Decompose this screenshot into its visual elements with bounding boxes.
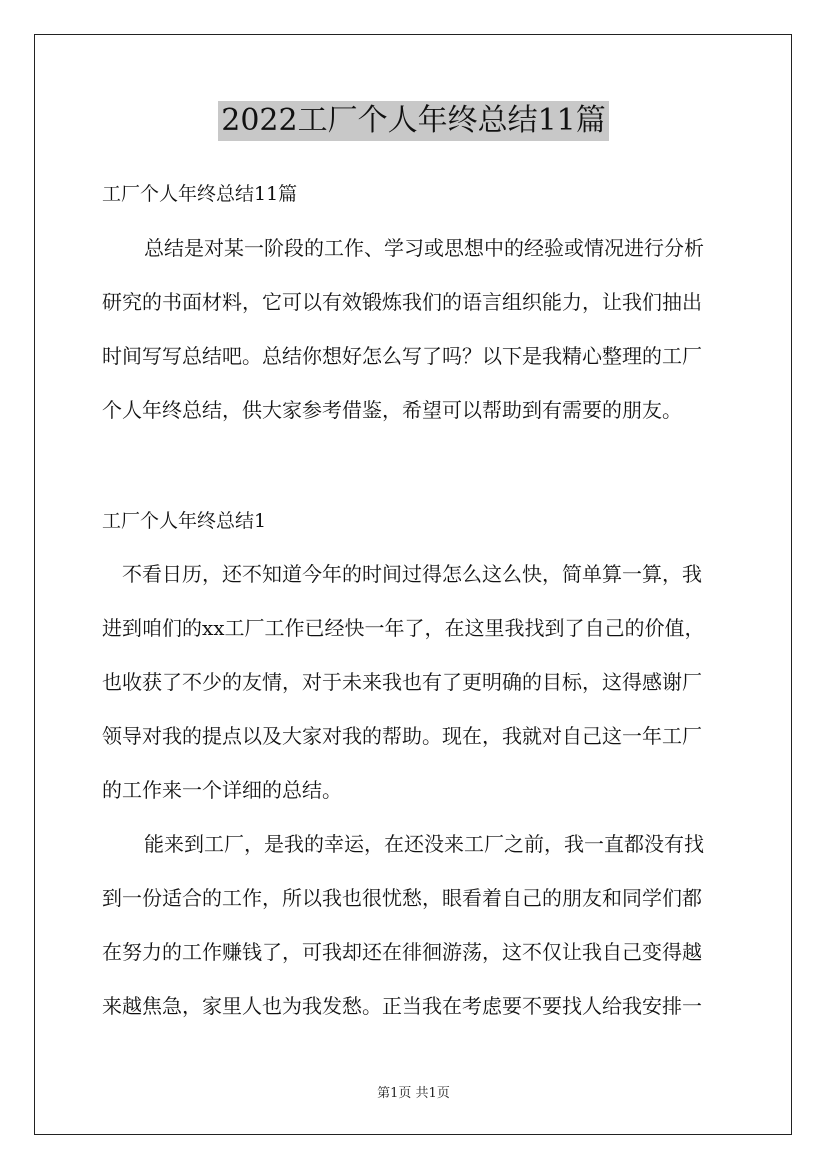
- paragraph-line: 也收获了不少的友情，对于未来我也有了更明确的目标，这得感谢厂: [102, 670, 702, 694]
- title-container: [0, 101, 827, 141]
- section-heading: 工厂个人年终总结1: [102, 510, 267, 532]
- intro-line: 时间写写总结吧。总结你想好怎么写了吗？以下是我精心整理的工厂: [102, 344, 702, 368]
- paragraph-line: 领导对我的提点以及大家对我的帮助。现在，我就对自己这一年工厂: [102, 724, 702, 748]
- paragraph-line: 进到咱们的xx工厂工作已经快一年了，在这里我找到了自己的价值，: [102, 616, 705, 640]
- paragraph-line: 到一份适合的工作，所以我也很忧愁，眼看着自己的朋友和同学们都: [102, 886, 702, 910]
- paragraph-line: 的工作来一个详细的总结。: [102, 778, 342, 802]
- document-subtitle: 工厂个人年终总结11篇: [102, 183, 298, 205]
- document-title: 2022工厂个人年终总结11篇: [218, 101, 609, 141]
- intro-line: 总结是对某一阶段的工作、学习或思想中的经验或情况进行分析: [144, 236, 704, 260]
- paragraph-line: 来越焦急，家里人也为我发愁。正当我在考虑要不要找人给我安排一: [102, 994, 702, 1018]
- page-footer: 第1页 共1页: [377, 1086, 450, 1101]
- intro-line: 个人年终总结，供大家参考借鉴，希望可以帮助到有需要的朋友。: [102, 398, 682, 422]
- paragraph-line: 能来到工厂，是我的幸运，在还没来工厂之前，我一直都没有找: [144, 832, 704, 856]
- paragraph-line: 不看日历，还不知道今年的时间过得怎么这么快，简单算一算，我: [122, 562, 702, 586]
- intro-line: 研究的书面材料，它可以有效锻炼我们的语言组织能力，让我们抽出: [102, 290, 702, 314]
- paragraph-line: 在努力的工作赚钱了，可我却还在徘徊游荡，这不仅让我自己变得越: [102, 940, 702, 964]
